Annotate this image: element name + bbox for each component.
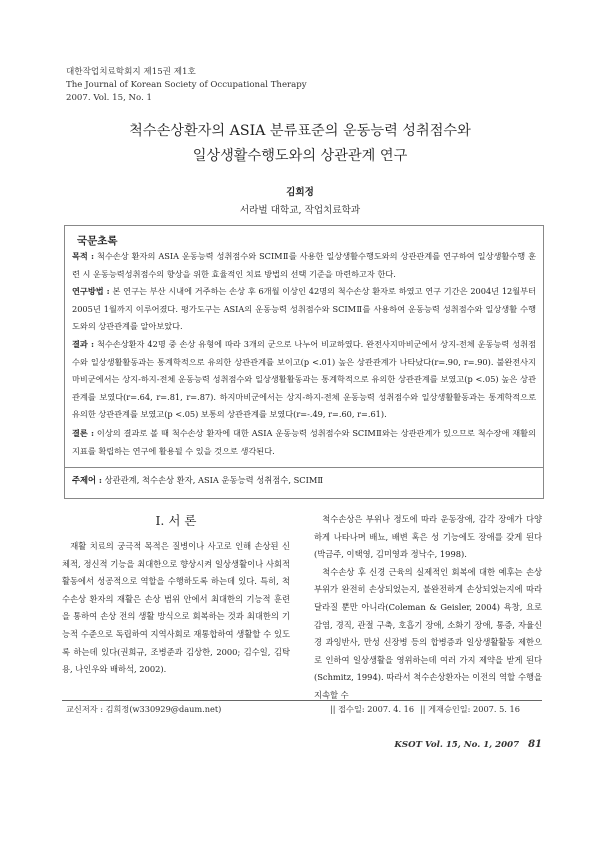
abstract-heading: 국문초록	[77, 235, 118, 247]
author-name: 김희정	[286, 187, 314, 198]
journal-name-english: The Journal of Korean Society of Occupational Therapy	[66, 80, 307, 90]
purpose-label: 목적 :	[72, 251, 95, 261]
journal-header	[66, 66, 307, 105]
keywords-label: 주제어 :	[72, 475, 102, 485]
abstract-method	[72, 283, 536, 336]
journal-name-korean: 대한작업치료학회지 제15권 제1호	[66, 67, 196, 77]
paper-title-line2: 일상생활수행도와의 상관관계 연구	[192, 148, 408, 164]
left-column-paragraph: 재활 치료의 궁극적 목적은 질병이나 사고로 인해 손상된 신체적, 정신적 기능을 최대한으로 향상시켜 일상생활이나 사회적 활동에서 성공적으로 역할을 수행하도록 하는데 있다. 특히, 척수손상 환자의 재활은 손상 범위 안에서 최대한의 기능적 훈련을 통하여 손상 전의 생활 방식으로 회복하는 것과 최대한의 기능적 수준으로 독립하여 지역사회로 재통합하여 생활할 수 있도록 하는데 있다(권희규, 조병준과 김상한, 2000; 김수일, 김탁용, 나인우와 배하석, 2002).	[62, 541, 290, 675]
results-text: 척수손상환자 42명 중 손상 유형에 따라 3개의 군으로 나누어 비교하였다. 완전사지마비군에서 상지-전체 운동능력 성취점수와 일상생활활동과는 통계학적으로 유의한 상관관계를 보이고(p <.01) 높은 상관관계가 나타났다(r=.90, r=.90). 불완전사지마비군에서는 상지-하지-전체 운동능력 성취점수와 일상생활활동과는 통계학적으로 유의한 상관관계를 보였고(p <.05) 높은 상관관계를 보였다(r=.64, r=.81, r=.87). 하지마비군에서는 상지-하지-전체 운동능력 성취점수와 일상생활활동과는 통계학적으로 유의한 상관관계를 보였고(p <.05) 보통의 상관관계를 보였다(r=-.49, r=.60, r=.61).	[72, 339, 536, 420]
right-column	[314, 511, 542, 705]
abstract-results	[72, 336, 536, 424]
right-paragraph-2: 척수손상 후 신경 근육의 실제적인 회복에 대한 예후는 손상 부위가 완전히 손상되었는지, 불완전하게 손상되었는지에 따라 달라질 뿐만 아니라(Coleman & Geisler, 2004) 욕창, 요로 감염, 경직, 관절 구축, 호흡기 장애, 소화기 장애, 통증, 자율신경 과잉반사, 만성 신장병 등의 합병증과 일상생활활동 제한으로 인하여 일상생활을 영위하는데 여러 가지 제약을 받게 된다(Schmitz, 1994). 따라서 척수손상환자는 이전의 역할 수행을 지속할 수	[314, 566, 542, 700]
paper-title-line1: 척수손상환자의 ASIA 분류표준의 운동능력 성취점수와	[129, 123, 471, 139]
keywords	[72, 473, 323, 487]
journal-volume: 2007. Vol. 15, No. 1	[66, 93, 153, 103]
abstract-conclusion	[72, 425, 536, 460]
correspondence-author: 교신저자 : 김희정(w330929@daum.net)	[66, 704, 222, 714]
footer-divider	[62, 700, 542, 701]
conclusion-text: 이상의 결과로 볼 때 척수손상 환자에 대한 ASIA 운동능력 성취점수와 SCIMⅡ와는 상관관계가 있으므로 척수장애 재활의 지표를 확립하는 연구에 활용될 수 있을 것으로 생각된다.	[72, 428, 536, 456]
method-label: 연구방법 :	[72, 286, 110, 296]
conclusion-label: 결론 :	[72, 428, 94, 438]
purpose-text: 척수손상 환자의 ASIA 운동능력 성취점수와 SCIMⅡ를 사용한 일상생활수행도와의 상관관계를 연구하여 일상생활수행 훈련 시 운동능력성취점수의 향상을 위한 효율적인 치료 방법의 선택 기준을 마련하고자 한다.	[72, 251, 536, 279]
page-footer	[394, 739, 542, 750]
journal-reference: KSOT Vol. 15, No. 1, 2007	[394, 740, 520, 750]
received-date: || 접수일: 2007. 4. 16	[330, 704, 415, 714]
keywords-divider	[64, 467, 544, 468]
page-number: 81	[528, 739, 542, 750]
keywords-text: 상관관계, 척수손상 환자, ASIA 운동능력 성취점수, SCIMⅡ	[104, 475, 324, 485]
author-affiliation: 서라벌 대학교, 작업치료학과	[239, 205, 361, 216]
abstract-purpose	[72, 248, 536, 283]
section-heading: Ⅰ. 서 론	[155, 513, 197, 528]
right-paragraph-1: 척수손상은 부위나 정도에 따라 운동장애, 감각 장애가 다양하게 나타나며 배뇨, 배변 혹은 성 기능에도 장애를 갖게 된다(박금주, 이택영, 김미영과 정낙수, 1998).	[314, 514, 542, 560]
accepted-date: || 게재승인일: 2007. 5. 16	[420, 704, 520, 714]
results-label: 결과 :	[72, 339, 95, 349]
method-text: 본 연구는 부산 시내에 거주하는 손상 후 6개월 이상인 42명의 척수손상 환자로 하였고 연구 기간은 2004년 12월부터 2005년 1월까지 이루어졌다. 평가도구는 ASIA의 운동능력 성취점수와 SCIMⅡ를 사용하여 운동능력 성취점수와 일상생활 수행도와의 상관관계를 알아보았다.	[72, 286, 536, 332]
